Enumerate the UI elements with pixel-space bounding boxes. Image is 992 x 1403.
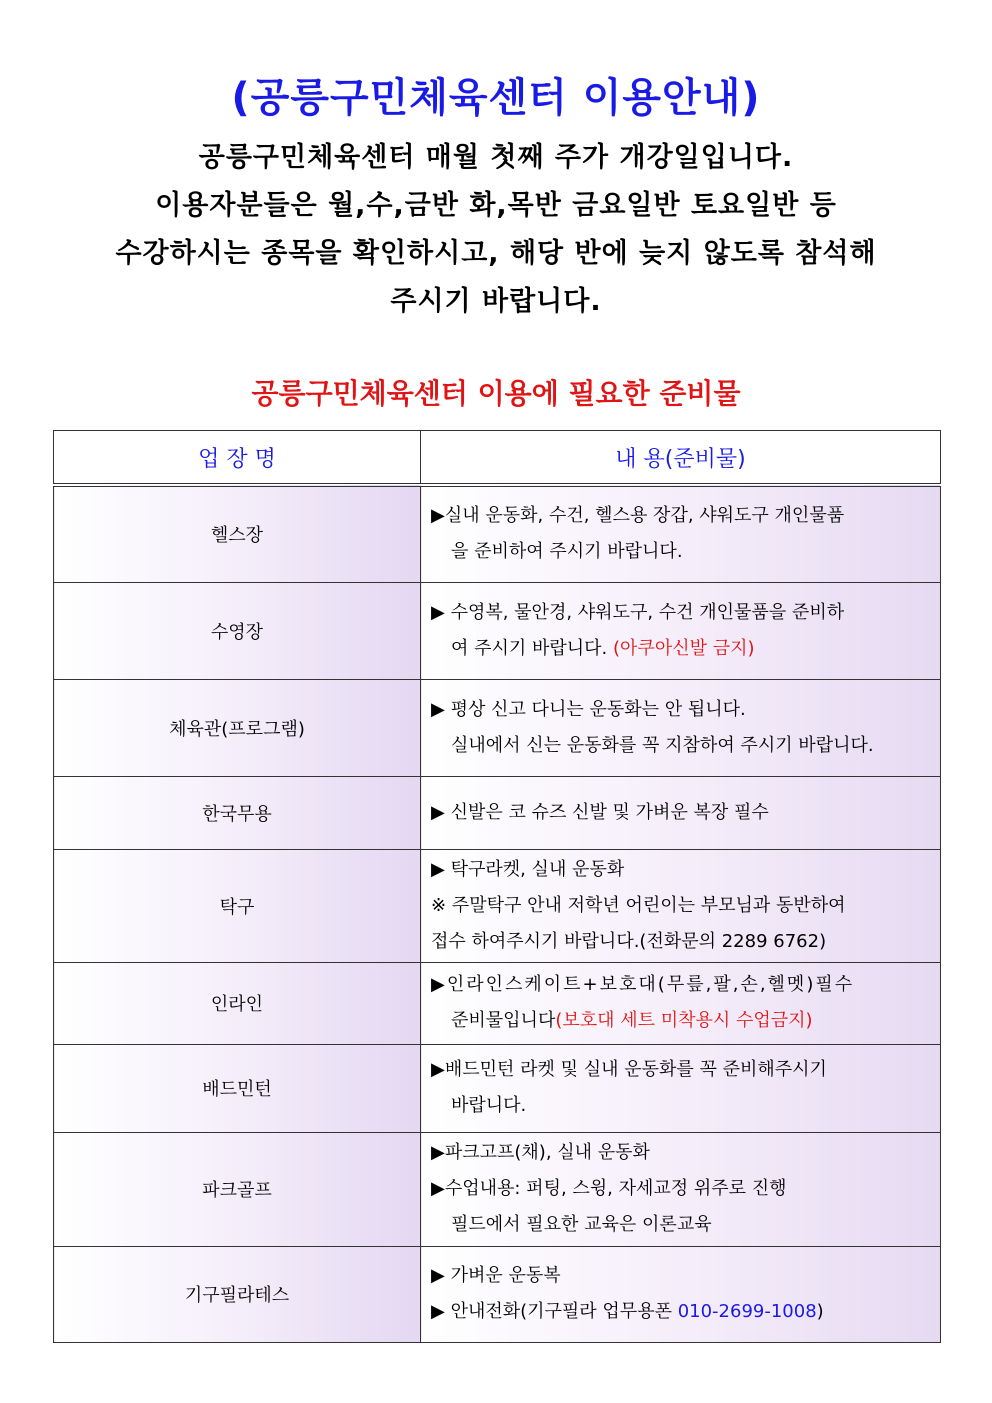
facility-content (421, 679, 941, 776)
facility-name: 수영장 (54, 582, 421, 679)
section-subtitle: 공릉구민체육센터 이용에 필요한 준비물 (251, 377, 741, 410)
facility-content (421, 962, 941, 1044)
table-row (54, 962, 941, 1044)
content-line: ※ 주말탁구 안내 저학년 어린이는 부모님과 동반하여 (431, 894, 846, 916)
content-line (431, 631, 932, 667)
content-line: 을 준비하여 주시기 바랍니다. (451, 541, 683, 563)
content-line: ▶ 평상 신고 다니는 운동화는 안 됩니다. (431, 698, 746, 720)
table-row (54, 1044, 941, 1132)
content-line: ▶인라인스케이트+보호대(무릎,팔,손,헬멧)필수 (431, 974, 855, 995)
facility-name: 배드민턴 (54, 1044, 421, 1132)
table-row (54, 776, 941, 849)
table-row (54, 679, 941, 776)
facility-name: 체육관(프로그램) (54, 679, 421, 776)
header-facility: 업 장 명 (54, 431, 421, 486)
table-row (54, 1132, 941, 1246)
facility-name: 헬스장 (54, 485, 421, 582)
content-line: ▶파크고프(채), 실내 운동화 (431, 1142, 650, 1163)
content-line: 실내에서 신는 운동화를 꼭 지참하여 주시기 바랍니다. (451, 734, 874, 756)
content-line: ▶배드민턴 라켓 및 실내 운동화를 꼭 준비해주시기 (431, 1059, 827, 1080)
facility-name: 탁구 (54, 849, 421, 962)
content-line: ▶수업내용: 퍼팅, 스윙, 자세교정 위주로 진행 (431, 1178, 787, 1199)
facility-content (421, 776, 941, 849)
content-line (431, 1003, 932, 1039)
intro-line: 수강하시는 종목을 확인하시고, 해당 반에 늦지 않도록 참석해 (115, 238, 877, 269)
header-content: 내 용(준비물) (421, 431, 941, 486)
facility-content (421, 849, 941, 962)
content-text: 여 주시기 바랍니다. (451, 637, 608, 659)
content-line: ▶ 탁구라켓, 실내 운동화 (431, 858, 625, 880)
content-line: ▶ 신발은 코 슈즈 신발 및 가벼운 복장 필수 (431, 801, 769, 823)
content-line: ▶ 가벼운 운동복 (431, 1265, 561, 1286)
content-text: ▶ 안내전화(기구필라 업무용폰 (431, 1301, 678, 1322)
table-header-row (54, 431, 941, 486)
content-line: ▶실내 운동화, 수건, 헬스용 장갑, 샤워도구 개인물품 (431, 505, 845, 527)
facility-content (421, 1246, 941, 1342)
intro-line: 공릉구민체육센터 매월 첫째 주가 개강일입니다. (198, 142, 794, 173)
table-row (54, 1246, 941, 1342)
facility-content (421, 582, 941, 679)
content-text: 준비물입니다 (451, 1010, 556, 1031)
content-line: ▶ 수영복, 물안경, 샤워도구, 수건 개인물품을 준비하 (431, 601, 845, 623)
content-line: 접수 하여주시기 바랍니다.(전화문의 2289 6762) (431, 930, 827, 952)
table-row (54, 849, 941, 962)
table-row (54, 485, 941, 582)
facility-content (421, 485, 941, 582)
intro-line: 이용자분들은 월,수,금반 화,목반 금요일반 토요일반 등 (155, 190, 837, 221)
warning-text: (아쿠아신발 금지) (613, 637, 755, 659)
facility-name: 한국무용 (54, 776, 421, 849)
content-line: 필드에서 필요한 교육은 이론교육 (451, 1214, 712, 1235)
facility-content (421, 1132, 941, 1246)
intro-line: 주시기 바랍니다. (390, 286, 602, 317)
phone-number: 010-2699-1008 (677, 1301, 817, 1322)
content-text: ) (816, 1301, 824, 1322)
facility-name: 기구필라테스 (54, 1246, 421, 1342)
warning-text: (보호대 세트 미착용시 수업금지) (555, 1010, 813, 1031)
intro-text (40, 134, 952, 326)
table-row (54, 582, 941, 679)
facility-name: 파크골프 (54, 1132, 421, 1246)
facility-name: 인라인 (54, 962, 421, 1044)
preparation-table (53, 430, 941, 1343)
content-line (431, 1294, 932, 1330)
page-title: (공릉구민체육센터 이용안내) (231, 75, 761, 121)
content-line: 바랍니다. (451, 1095, 527, 1116)
facility-content (421, 1044, 941, 1132)
